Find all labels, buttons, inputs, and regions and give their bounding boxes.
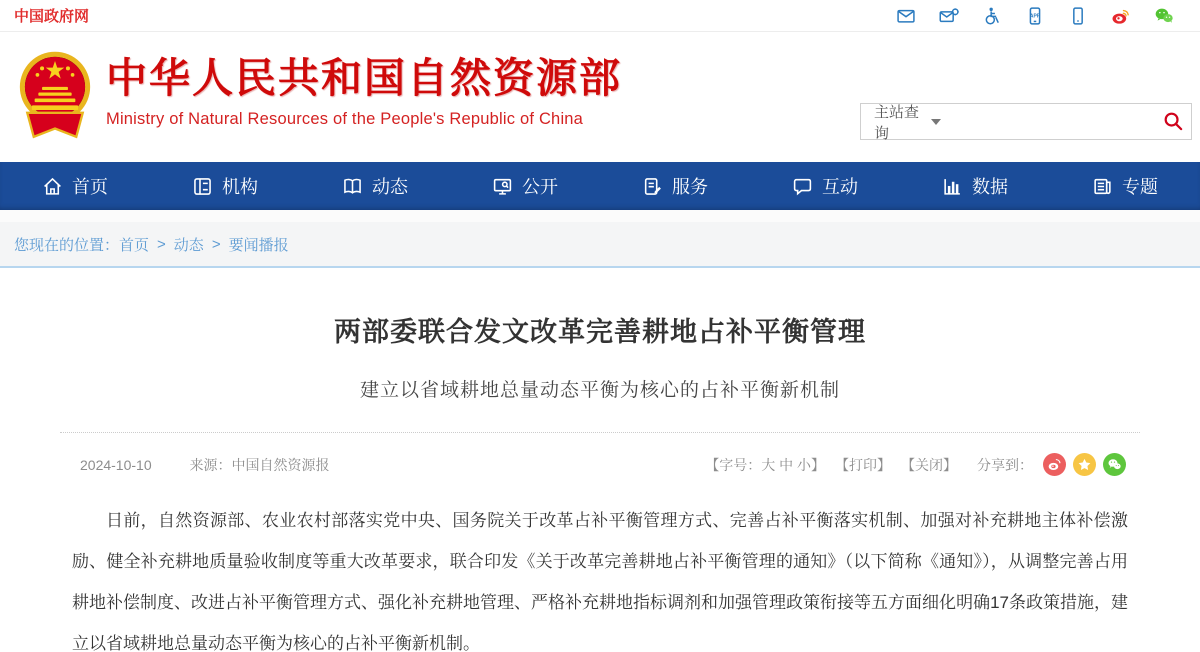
- bar-chart-icon: [942, 176, 963, 197]
- newspaper-icon: [1092, 176, 1113, 197]
- share-label: 分享到：: [977, 456, 1033, 473]
- breadcrumb-item-news[interactable]: 动态: [173, 236, 204, 254]
- nav-item-label: 服务: [672, 177, 708, 197]
- share-qzone-icon[interactable]: [1073, 453, 1096, 476]
- national-emblem-logo: [18, 48, 92, 148]
- search-input[interactable]: [941, 104, 1156, 139]
- ministry-title: 中华人民共和国自然资源部: [106, 55, 622, 101]
- weibo-icon[interactable]: [1109, 5, 1133, 27]
- mobile-icon[interactable]: [1066, 5, 1090, 27]
- article-body-paragraph: 日前，自然资源部、农业农村部落实党中央、国务院关于改革占补平衡管理方式、完善占补平衡落实机制、加强对补充耕地主体补偿激励、健全补充耕地质量验收制度等重大改革要求，联合印发《关于改革完善耕地占补平衡管理的通知》（以下简称《通知》），从调整完善占用耕地补偿制度、改进占补平衡管理方式、强化补充耕地管理、严格补充耕地指标调剂和加强管理政策衔接等五方面细化明确17条政策措施，建立以省域耕地总量动态平衡为核心的占补平衡新机制。: [72, 511, 1128, 652]
- email-icon[interactable]: [894, 5, 918, 27]
- nav-item-label: 互动: [822, 177, 858, 197]
- nav-item-home[interactable]: [0, 162, 150, 210]
- news-book-icon: [342, 176, 363, 197]
- svg-text:APP: APP: [1029, 12, 1041, 19]
- nav-item-label: 动态: [372, 177, 408, 197]
- print-button[interactable]: 【打印】: [835, 456, 891, 473]
- organization-icon: [192, 176, 213, 197]
- nav-item-label: 数据: [972, 177, 1008, 197]
- accessibility-icon[interactable]: [980, 5, 1004, 27]
- share-wechat-icon[interactable]: [1103, 453, 1126, 476]
- breadcrumb-item-home[interactable]: 首页: [119, 236, 150, 254]
- main-navigation: [0, 162, 1200, 210]
- email-subscribe-icon[interactable]: [937, 5, 961, 27]
- nav-item-label: 公开: [522, 177, 558, 197]
- masthead-titles: [106, 56, 622, 129]
- chat-bubble-icon: [792, 176, 813, 197]
- site-search-box: [860, 103, 1192, 140]
- app-icon[interactable]: [1023, 5, 1047, 27]
- article-subtitle: 建立以省域耕地总量动态平衡为核心的占补平衡新机制: [359, 380, 840, 401]
- article-title: 两部委联合发文改革完善耕地占补平衡管理: [334, 317, 866, 347]
- topbar-icon-group: [894, 5, 1176, 27]
- top-utility-bar: [0, 0, 1200, 32]
- breadcrumb-separator: >: [157, 235, 166, 253]
- wechat-icon[interactable]: [1152, 5, 1176, 27]
- nav-item-label: 专题: [1122, 177, 1158, 197]
- nav-item-interaction[interactable]: [750, 162, 900, 210]
- search-scope-label: 主站查询: [874, 103, 920, 142]
- article-container: [0, 310, 1200, 652]
- ministry-title-english: Ministry of Natural Resources of the People's Republic of China: [106, 110, 584, 129]
- close-button[interactable]: 【关闭】: [901, 456, 957, 473]
- share-weibo-icon[interactable]: [1043, 453, 1066, 476]
- article-meta-left: [80, 455, 364, 475]
- article-date: 2024-10-10: [80, 456, 152, 473]
- search-scope-dropdown[interactable]: [861, 101, 941, 143]
- search-button[interactable]: [1156, 104, 1191, 139]
- breadcrumb-separator: >: [211, 235, 221, 253]
- article-meta-row: [0, 453, 1200, 476]
- article-source: 来源：中国自然资源报: [189, 456, 330, 473]
- govcn-link[interactable]: 中国政府网: [14, 8, 90, 25]
- nav-item-organization[interactable]: [150, 162, 300, 210]
- font-size-control[interactable]: 【字号：大 中 小】: [705, 456, 825, 473]
- nav-item-special[interactable]: [1050, 162, 1200, 210]
- breadcrumb-prefix: 您现在的位置：: [14, 236, 120, 254]
- breadcrumb: [0, 222, 1200, 268]
- nav-item-data[interactable]: [900, 162, 1050, 210]
- article-meta-tools: [705, 453, 1126, 476]
- disclosure-screen-icon: [492, 176, 513, 197]
- divider: [60, 432, 1140, 433]
- nav-item-label: 首页: [72, 177, 108, 197]
- breadcrumb-gap: [0, 210, 1200, 222]
- masthead: [0, 32, 1200, 162]
- chevron-down-icon: [931, 119, 941, 125]
- search-icon: [1163, 111, 1184, 132]
- nav-item-disclosure[interactable]: [450, 162, 600, 210]
- home-icon: [42, 176, 63, 197]
- nav-item-label: 机构: [222, 177, 258, 197]
- nav-item-news[interactable]: [300, 162, 450, 210]
- breadcrumb-item-headlines[interactable]: 要闻播报: [228, 236, 289, 254]
- nav-item-service[interactable]: [600, 162, 750, 210]
- share-icon-group: [1043, 453, 1126, 476]
- service-doc-icon: [642, 176, 663, 197]
